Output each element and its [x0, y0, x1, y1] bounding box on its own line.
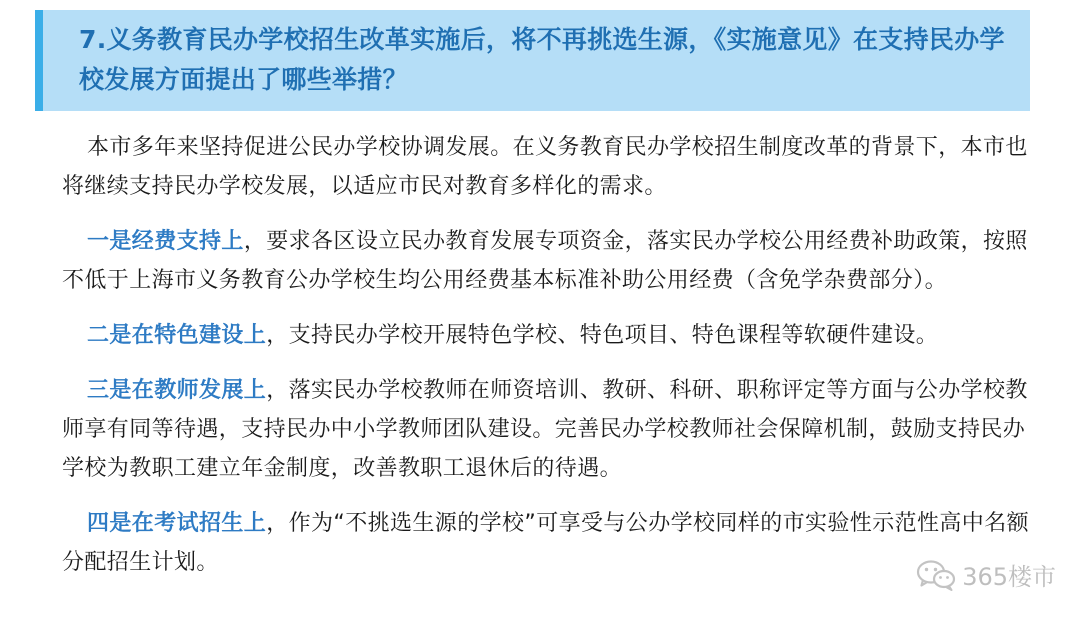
- question-title: 7.义务教育民办学校招生改革实施后，将不再挑选生源，《实施意见》在支持民办学校发展方面提出了哪些举措？: [79, 25, 1005, 94]
- answer-body: [62, 128, 1034, 582]
- paragraph-text: ，要求各区设立民办教育发展专项资金，落实民办学校公用经费补助政策，按照不低于上海市义务教育公办学校生均公用经费基本标准补助公用经费（含免学杂费部分）。: [62, 229, 1028, 293]
- watermark: [916, 557, 1056, 592]
- question-header: [35, 10, 1030, 111]
- paragraph-highlight: 二是在特色建设上: [87, 323, 267, 348]
- paragraph-highlight: 三是在教师发展上: [87, 378, 267, 403]
- admissions-paragraph: [62, 504, 1034, 582]
- teacher-development-paragraph: [62, 371, 1034, 488]
- paragraph-text: ，作为“不挑选生源的学校”可享受与公办学校同样的市实验性示范性高中名额分配招生计划。: [62, 511, 1030, 575]
- funding-paragraph: [62, 222, 1034, 300]
- intro-paragraph: [62, 128, 1034, 206]
- paragraph-highlight: 四是在考试招生上: [87, 511, 267, 536]
- paragraph-text: ，落实民办学校教师在师资培训、教研、科研、职称评定等方面与公办学校教师享有同等待遇，支持民办中小学教师团队建设。完善民办学校教师社会保障机制，鼓励支持民办学校为教职工建立年金制度，改善教职工退休后的待遇。: [62, 378, 1028, 481]
- paragraph-highlight: 一是经费支持上: [87, 229, 244, 254]
- watermark-text: 365楼市: [962, 563, 1056, 591]
- paragraph-text: 本市多年来坚持促进公民办学校协调发展。在义务教育民办学校招生制度改革的背景下，本市也将继续支持民办学校发展，以适应市民对教育多样化的需求。: [62, 135, 1028, 199]
- paragraph-text: ，支持民办学校开展特色学校、特色项目、特色课程等软硬件建设。: [266, 323, 939, 348]
- wechat-icon: [916, 559, 956, 591]
- feature-building-paragraph: [62, 316, 1034, 355]
